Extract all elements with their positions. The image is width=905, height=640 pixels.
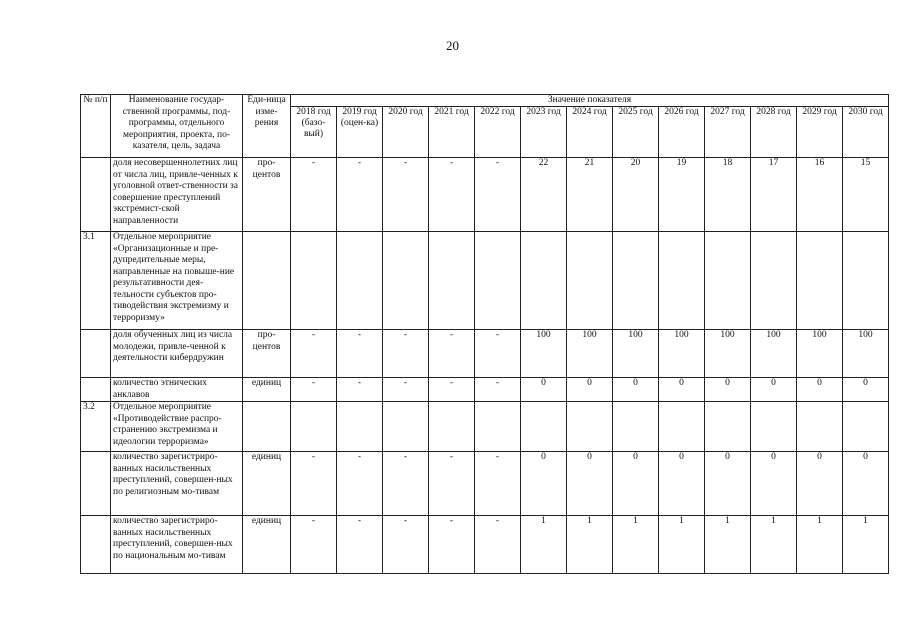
row-value: 1 [521, 516, 567, 574]
row-value: 100 [659, 330, 705, 378]
row-value: 16 [797, 158, 843, 232]
row-value [843, 232, 889, 330]
header-year: 2019 год (оцен-ка) [337, 107, 383, 158]
row-value: 0 [705, 452, 751, 516]
header-num: № п/п [81, 95, 111, 158]
row-value: - [475, 516, 521, 574]
row-unit: про-центов [243, 158, 291, 232]
row-value: 22 [521, 158, 567, 232]
row-value: 0 [797, 378, 843, 402]
header-indicator-value: Значение показателя [291, 95, 889, 107]
row-value: - [337, 378, 383, 402]
page-number: 20 [446, 38, 459, 53]
header-year: 2022 год [475, 107, 521, 158]
row-value: - [337, 452, 383, 516]
row-value: 0 [567, 452, 613, 516]
row-value: 1 [659, 516, 705, 574]
row-value: - [337, 330, 383, 378]
row-value: - [475, 330, 521, 378]
row-value: 0 [705, 378, 751, 402]
row-value: - [475, 452, 521, 516]
table-row [81, 232, 889, 330]
row-value: - [291, 330, 337, 378]
row-value: - [383, 378, 429, 402]
row-value: 100 [613, 330, 659, 378]
row-number [81, 516, 111, 574]
row-name: количество этнических анклавов [111, 378, 243, 402]
header-year: 2020 год [383, 107, 429, 158]
row-name: Отдельное мероприятие «Организационные и пре-дупредительные меры, направленные на повыше-ние результативности дея-тельности субъектов про-тиводействия экстремизму и терроризму» [111, 232, 243, 330]
header-year: 2028 год [751, 107, 797, 158]
row-value: 100 [843, 330, 889, 378]
row-value: 100 [521, 330, 567, 378]
header-year: 2027 год [705, 107, 751, 158]
row-value [751, 232, 797, 330]
row-value [567, 402, 613, 452]
header-name: Наименование государ-ственной программы, под-программы, отдельного мероприятия, проекта, по-казателя, цель, задача [111, 95, 243, 158]
row-value [843, 402, 889, 452]
row-value: - [291, 378, 337, 402]
table-row [81, 330, 889, 378]
table-row [81, 378, 889, 402]
row-name: доля несовершеннолетних лиц от числа лиц, привле-ченных к уголовной ответ-ственности за совершение преступлений экстремист-ской направленности [111, 158, 243, 232]
table-row [81, 516, 889, 574]
row-value: 100 [751, 330, 797, 378]
row-value: - [429, 158, 475, 232]
row-unit: единиц [243, 452, 291, 516]
row-value: - [337, 158, 383, 232]
row-value: 100 [567, 330, 613, 378]
row-unit: единиц [243, 378, 291, 402]
header-year: 2024 год [567, 107, 613, 158]
row-value [521, 232, 567, 330]
row-value [475, 232, 521, 330]
table-row [81, 452, 889, 516]
row-value [613, 232, 659, 330]
row-number [81, 158, 111, 232]
row-value: 0 [659, 452, 705, 516]
row-value: 1 [797, 516, 843, 574]
row-number [81, 378, 111, 402]
row-value: 1 [751, 516, 797, 574]
indicator-table [80, 94, 889, 574]
row-value [797, 232, 843, 330]
row-value: 1 [705, 516, 751, 574]
header-unit: Еди-ница изме-рения [243, 95, 291, 158]
row-value: - [291, 452, 337, 516]
row-value: 0 [613, 378, 659, 402]
row-value: - [475, 378, 521, 402]
row-value: 1 [843, 516, 889, 574]
row-unit: про-центов [243, 330, 291, 378]
row-value: - [383, 452, 429, 516]
row-value [429, 402, 475, 452]
row-value: - [429, 378, 475, 402]
row-value: 0 [751, 378, 797, 402]
row-value [797, 402, 843, 452]
row-value: 0 [613, 452, 659, 516]
row-number: 3.1 [81, 232, 111, 330]
row-name: количество зарегистриро-ванных насильственных преступлений, совершен-ных по национальным мо-тивам [111, 516, 243, 574]
table-body [81, 158, 889, 574]
row-value [521, 402, 567, 452]
row-value: 100 [705, 330, 751, 378]
row-value [337, 402, 383, 452]
row-name: Отдельное мероприятие «Противодействие распро-странению экстремизма и идеологии терроризма» [111, 402, 243, 452]
row-number: 3.2 [81, 402, 111, 452]
row-value: - [383, 516, 429, 574]
row-value [337, 232, 383, 330]
row-value: 0 [521, 452, 567, 516]
header-year: 2026 год [659, 107, 705, 158]
row-value [383, 402, 429, 452]
row-value [291, 232, 337, 330]
row-value [613, 402, 659, 452]
row-value: - [429, 516, 475, 574]
header-year: 2030 год [843, 107, 889, 158]
row-value: 21 [567, 158, 613, 232]
row-value: - [475, 158, 521, 232]
row-value [383, 232, 429, 330]
row-value [751, 402, 797, 452]
header-year: 2023 год [521, 107, 567, 158]
row-value: 0 [659, 378, 705, 402]
row-value: 0 [567, 378, 613, 402]
row-unit: единиц [243, 516, 291, 574]
row-name: доля обученных лиц из числа молодежи, привле-ченной к деятельности кибердружин [111, 330, 243, 378]
row-value: - [383, 330, 429, 378]
row-value: 1 [613, 516, 659, 574]
row-value: 1 [567, 516, 613, 574]
row-value: - [291, 158, 337, 232]
row-value: - [383, 158, 429, 232]
row-number [81, 452, 111, 516]
row-value [705, 402, 751, 452]
row-value: 19 [659, 158, 705, 232]
header-year: 2025 год [613, 107, 659, 158]
header-year: 2029 год [797, 107, 843, 158]
row-value: 0 [843, 378, 889, 402]
row-value: 0 [843, 452, 889, 516]
table-row [81, 402, 889, 452]
row-value: - [291, 516, 337, 574]
row-value: 100 [797, 330, 843, 378]
row-value [659, 402, 705, 452]
row-value: 17 [751, 158, 797, 232]
row-value [567, 232, 613, 330]
row-value [705, 232, 751, 330]
row-unit [243, 232, 291, 330]
row-value: 0 [521, 378, 567, 402]
row-value: 18 [705, 158, 751, 232]
row-value [429, 232, 475, 330]
row-number [81, 330, 111, 378]
row-value: - [337, 516, 383, 574]
header-year: 2021 год [429, 107, 475, 158]
row-value: 15 [843, 158, 889, 232]
row-value [475, 402, 521, 452]
row-value: 20 [613, 158, 659, 232]
header-year: 2018 год (базо-вый) [291, 107, 337, 158]
row-value [291, 402, 337, 452]
table-row [81, 158, 889, 232]
row-name: количество зарегистриро-ванных насильственных преступлений, совершен-ных по религиозным мо-тивам [111, 452, 243, 516]
row-value [659, 232, 705, 330]
row-unit [243, 402, 291, 452]
row-value: 0 [751, 452, 797, 516]
row-value: - [429, 330, 475, 378]
row-value: 0 [797, 452, 843, 516]
row-value: - [429, 452, 475, 516]
